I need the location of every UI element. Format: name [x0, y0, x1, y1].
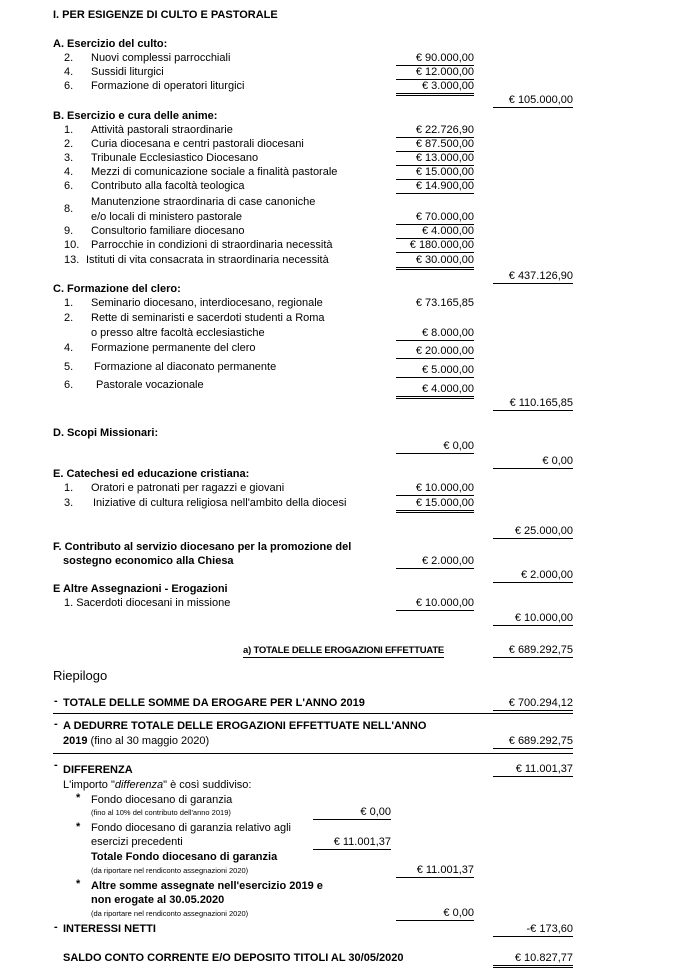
item-amount: € 15.000,00 — [396, 497, 474, 513]
item-label: Oratori e patronati per ragazzi e giovani — [91, 482, 285, 494]
item-number: 2. — [64, 138, 74, 150]
a-dedurre-year: 2019 — [63, 735, 88, 747]
section-b-title: B. Esercizio e cura delle anime: — [53, 110, 218, 122]
item-number: 4. — [64, 166, 74, 178]
item-label: Nuovi complessi parrocchiali — [91, 52, 231, 64]
section-f-total: € 2.000,00 — [493, 569, 573, 583]
item-amount: € 15.000,00 — [396, 166, 474, 180]
a-dedurre-label-line2 — [63, 735, 209, 748]
section-a-title: A. Esercizio del culto: — [53, 38, 168, 50]
divider — [53, 753, 573, 754]
item-amount: € 10.000,00 — [396, 482, 474, 496]
bullet-dash: - — [54, 718, 58, 730]
totale-somme-label: TOTALE DELLE SOMME DA EROGARE PER L'ANNO 2019 — [63, 697, 365, 709]
item-number: 13. — [64, 254, 80, 266]
section-g-item: 1. Sacerdoti diocesani in missione — [64, 597, 231, 609]
item-amount: € 14.900,00 — [396, 180, 474, 194]
bullet-dash: - — [54, 695, 58, 707]
item-number: 1. — [64, 482, 74, 494]
intro-em: differenza — [114, 779, 164, 791]
totale-fondo-note: (da riportare nel rendiconto assegnazioni 2020) — [91, 866, 249, 875]
item-label: Contributo alla facoltà teologica — [91, 180, 245, 192]
item-number: 1. — [64, 124, 74, 136]
section-c-title: C. Formazione del clero: — [53, 283, 181, 295]
item-label: Rette di seminaristi e sacerdoti studenti a Roma — [91, 312, 325, 324]
item-label: Istituti di vita consacrata in straordinaria necessità — [86, 254, 329, 266]
interessi-amount: -€ 173,60 — [493, 923, 573, 937]
item-label: Tribunale Ecclesiastico Diocesano — [91, 152, 259, 164]
item-label: Manutenzione straordinaria di case canoniche — [91, 196, 316, 208]
item-number: 6. — [64, 80, 74, 92]
item-amount: € 70.000,00 — [396, 211, 474, 225]
bullet-star: * — [76, 821, 81, 833]
altre-somme-label: Altre somme assegnate nell'esercizio 2019 e — [91, 880, 323, 892]
totale-somme-amount: € 700.294,12 — [493, 697, 573, 711]
intro-post: " è così suddiviso: — [163, 779, 252, 791]
differenza-intro — [63, 779, 251, 792]
bullet-dash: - — [54, 759, 58, 771]
item-label-line2: o presso altre facoltà ecclesiastiche — [91, 327, 265, 339]
fondo-note: (fino al 10% del contributo dell'anno 2019) — [91, 808, 231, 817]
interessi-label: INTERESSI NETTI — [63, 923, 156, 935]
section-title: I. PER ESIGENZE DI CULTO E PASTORALE — [53, 9, 278, 21]
item-amount: € 4.000,00 — [396, 383, 474, 399]
fondo-amount: € 0,00 — [313, 806, 391, 820]
item-label: Formazione al diaconato permanente — [94, 361, 277, 373]
bullet-dash: - — [54, 921, 58, 933]
item-label-line2: e/o locali di ministero pastorale — [91, 211, 243, 223]
item-label: Consultorio familiare diocesano — [91, 225, 245, 237]
differenza-label: DIFFERENZA — [63, 764, 133, 776]
intro-pre: L'importo " — [63, 779, 115, 791]
item-label: Curia diocesana e centri pastorali diocesani — [91, 138, 304, 150]
section-c-total: € 110.165,85 — [493, 397, 573, 411]
item-label: Formazione permanente del clero — [91, 342, 256, 354]
item-amount: € 90.000,00 — [396, 52, 474, 66]
fondo-prec-label-line2: esercizi precedenti — [91, 836, 183, 848]
item-number: 3. — [64, 497, 74, 509]
item-label: Mezzi di comunicazione sociale a finalità pastorale — [91, 166, 338, 178]
item-number: 6. — [64, 180, 74, 192]
section-e-title: E. Catechesi ed educazione cristiana: — [53, 468, 250, 480]
section-e-total: € 25.000,00 — [493, 525, 573, 539]
item-amount: € 73.165,85 — [415, 297, 474, 309]
item-amount: € 87.500,00 — [396, 138, 474, 152]
item-amount: € 3.000,00 — [396, 80, 474, 96]
item-label: Iniziative di cultura religiosa nell'ambito della diocesi — [93, 497, 347, 509]
item-number: 5. — [64, 361, 74, 373]
item-number: 4. — [64, 342, 74, 354]
differenza-amount: € 11.001,37 — [493, 763, 573, 777]
section-f-amount: € 2.000,00 — [396, 555, 474, 569]
a-dedurre-label: A DEDURRE TOTALE DELLE EROGAZIONI EFFETTUATE NELL'ANNO — [63, 720, 427, 732]
section-f-title-line2: sostegno economico alla Chiesa — [63, 555, 234, 567]
item-number: 9. — [64, 225, 74, 237]
fondo-prec-label: Fondo diocesano di garanzia relativo agli — [91, 822, 291, 834]
section-d-title: D. Scopi Missionari: — [53, 427, 159, 439]
item-number: 2. — [64, 312, 74, 324]
saldo-label: SALDO CONTO CORRENTE E/O DEPOSITO TITOLI AL 30/05/2020 — [63, 952, 404, 964]
totale-erogazioni-amount: € 689.292,75 — [493, 644, 573, 658]
item-amount: € 180.000,00 — [396, 239, 474, 253]
item-label: Attività pastorali straordinarie — [91, 124, 233, 136]
section-d-amount: € 0,00 — [396, 440, 474, 454]
item-number: 3. — [64, 152, 74, 164]
bullet-star: * — [76, 878, 81, 890]
fondo-label: Fondo diocesano di garanzia — [91, 794, 233, 806]
item-number: 8. — [64, 203, 74, 215]
item-amount: € 22.726,90 — [396, 124, 474, 138]
item-number: 10. — [64, 239, 80, 251]
divider — [53, 713, 573, 714]
item-amount: € 5.000,00 — [396, 364, 474, 378]
item-label: Formazione di operatori liturgici — [91, 80, 245, 92]
altre-somme-label-line2: non erogate al 30.05.2020 — [91, 894, 225, 906]
item-amount: € 8.000,00 — [396, 327, 474, 341]
riepilogo-title: Riepilogo — [53, 668, 108, 683]
item-label: Sussidi liturgici — [91, 66, 164, 78]
section-g-amount: € 10.000,00 — [396, 597, 474, 611]
bullet-star: * — [76, 792, 81, 804]
section-b-total: € 437.126,90 — [493, 270, 573, 284]
item-number: 4. — [64, 66, 74, 78]
totale-erogazioni-label: a) TOTALE DELLE EROGAZIONI EFFETTUATE — [243, 645, 445, 656]
a-dedurre-period: (fino al 30 maggio 2020) — [87, 735, 210, 747]
fondo-prec-amount: € 11.001,37 — [313, 836, 391, 850]
item-amount: € 30.000,00 — [396, 254, 474, 270]
item-amount: € 12.000,00 — [396, 66, 474, 80]
section-d-total: € 0,00 — [493, 455, 573, 469]
item-number: 1. — [64, 297, 74, 309]
section-g-title: E Altre Assegnazioni - Erogazioni — [53, 583, 228, 595]
totale-fondo-amount: € 11.001,37 — [396, 864, 474, 878]
item-label: Seminario diocesano, interdiocesano, regionale — [91, 297, 323, 309]
item-amount: € 13.000,00 — [396, 152, 474, 166]
item-amount: € 20.000,00 — [396, 345, 474, 359]
item-label: Pastorale vocazionale — [96, 379, 204, 391]
a-dedurre-amount: € 689.292,75 — [493, 735, 573, 749]
item-amount: € 4.000,00 — [396, 225, 474, 239]
section-g-total: € 10.000,00 — [493, 612, 573, 626]
altre-somme-amount: € 0,00 — [396, 907, 474, 921]
item-label: Parrocchie in condizioni di straordinaria necessità — [91, 239, 333, 251]
item-number: 6. — [64, 379, 74, 391]
item-number: 2. — [64, 52, 74, 64]
saldo-amount: € 10.827,77 — [493, 952, 573, 968]
section-a-total: € 105.000,00 — [493, 94, 573, 108]
section-f-title: F. Contributo al servizio diocesano per la promozione del — [53, 541, 352, 553]
altre-somme-note: (da riportare nel rendiconto assegnazioni 2020) — [91, 909, 249, 918]
totale-fondo-label: Totale Fondo diocesano di garanzia — [91, 851, 278, 863]
